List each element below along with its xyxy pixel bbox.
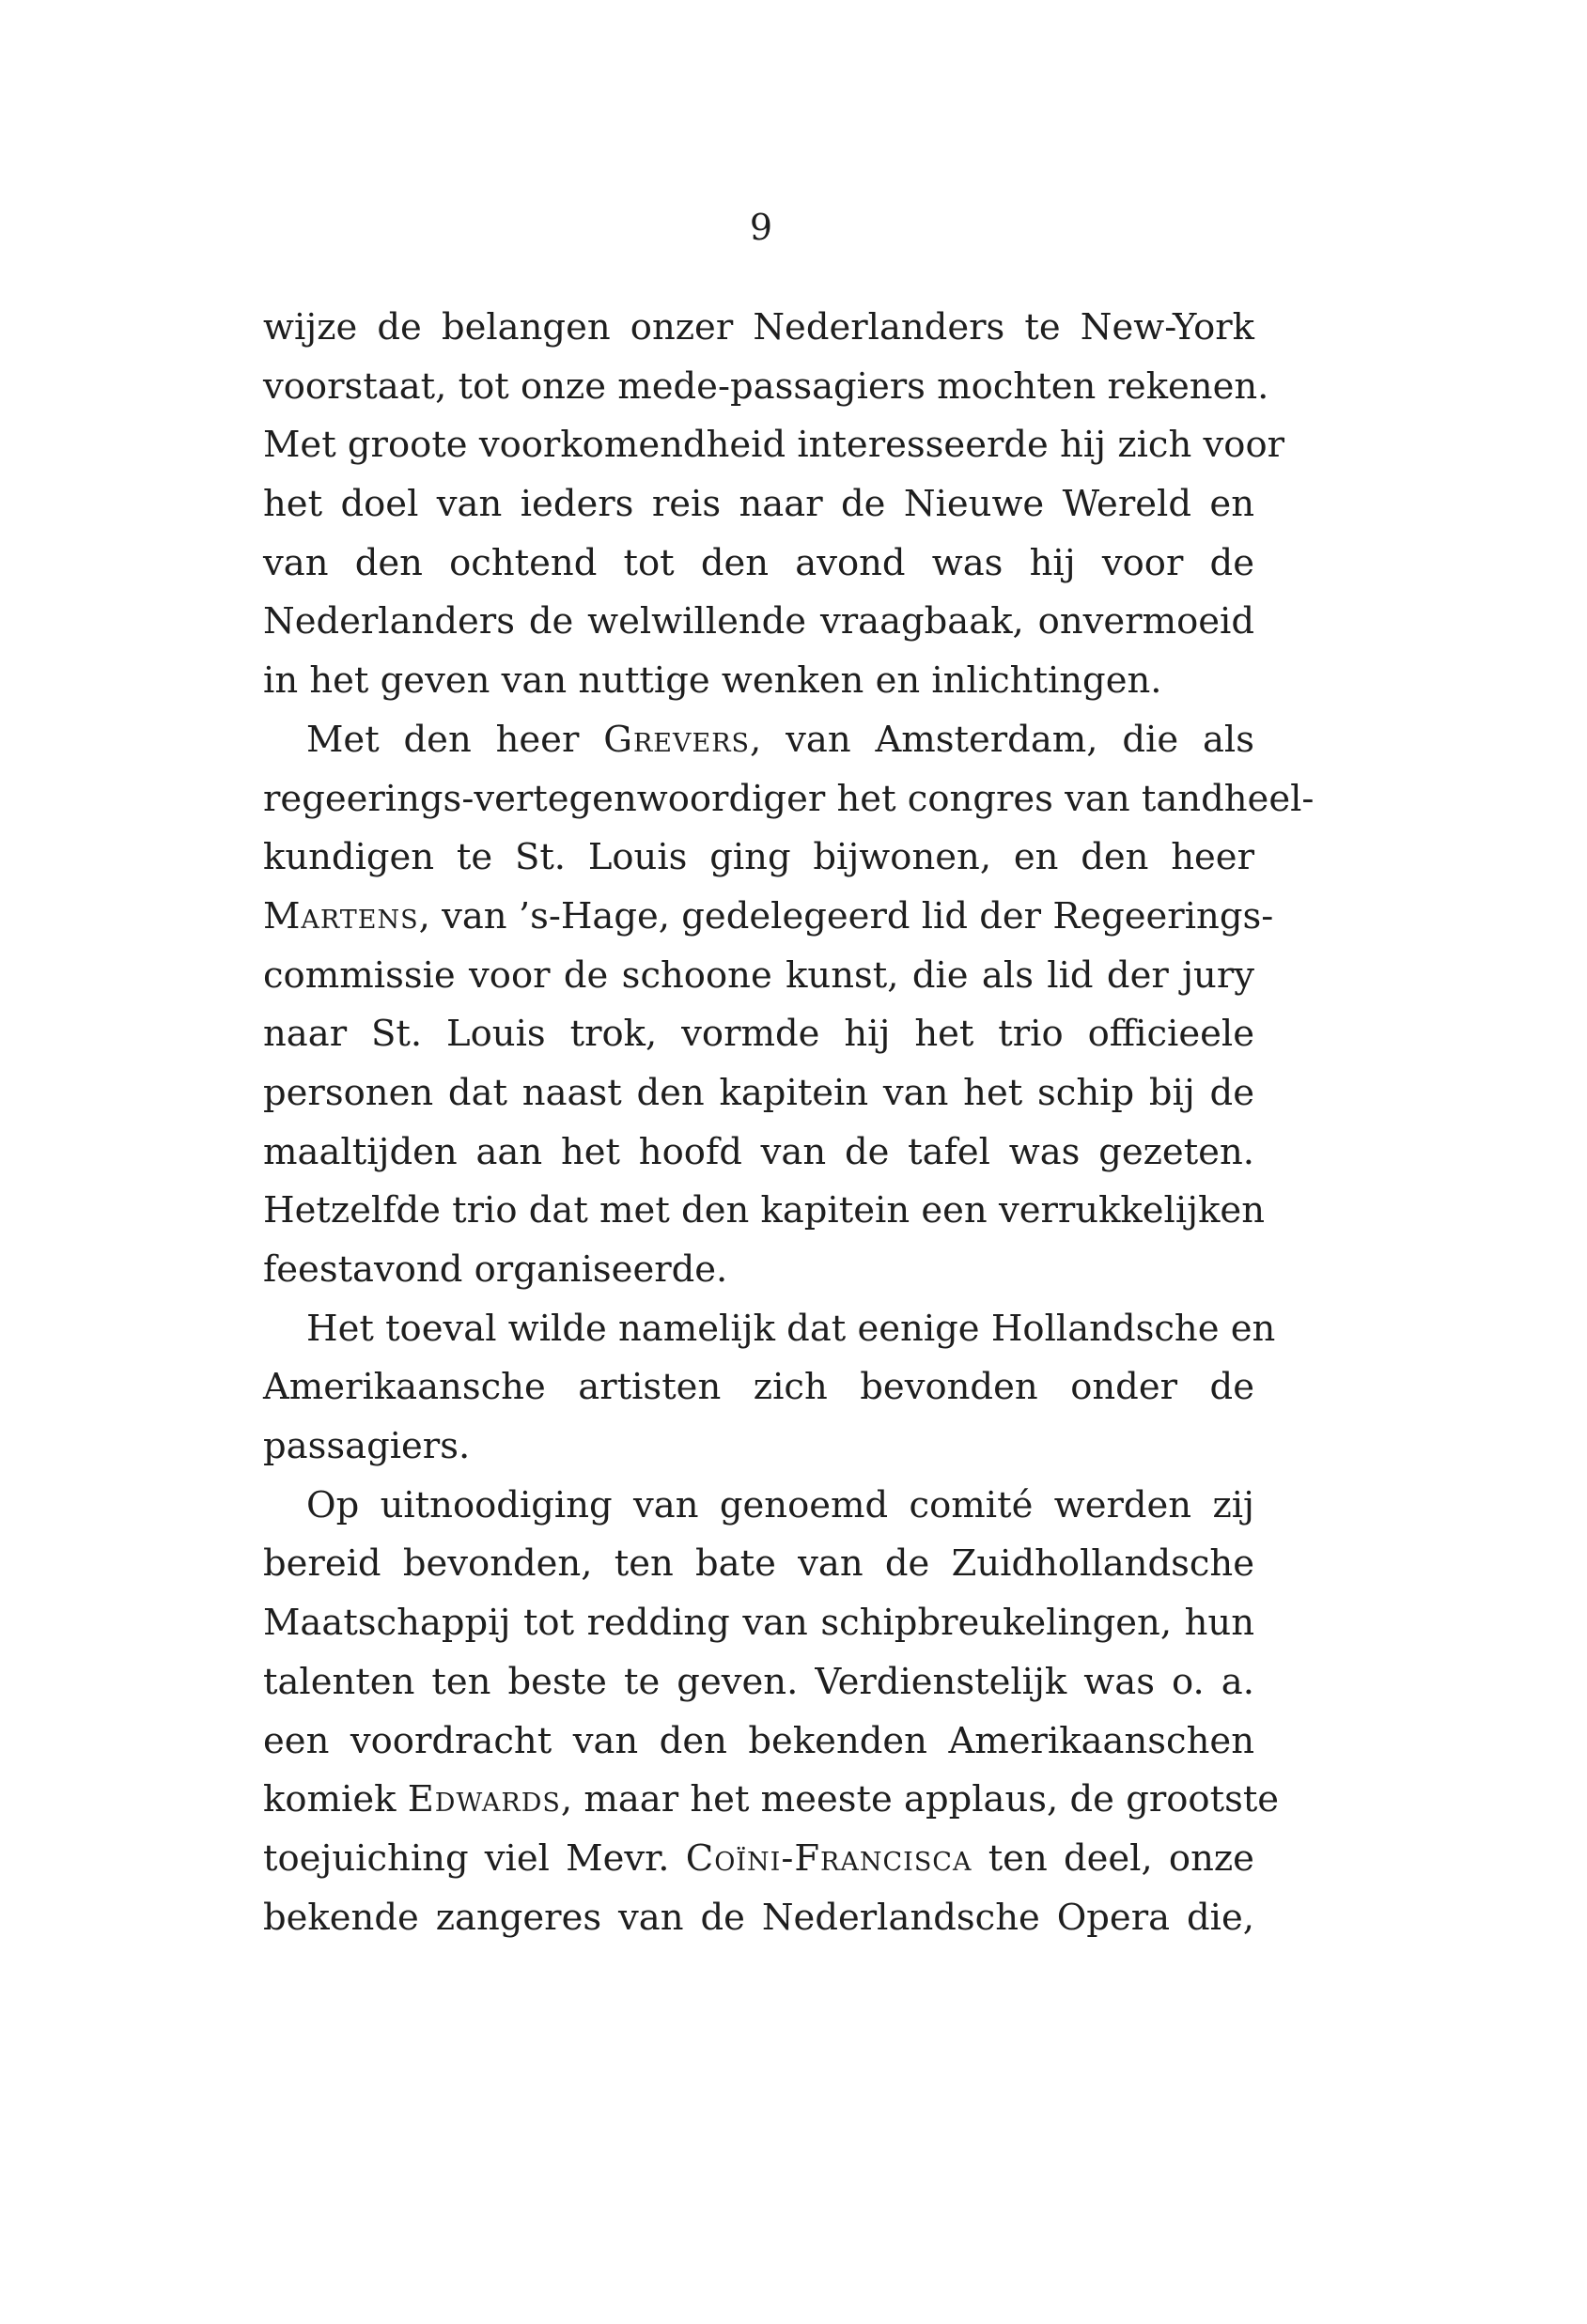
- text-run: , van Amsterdam, die als: [750, 718, 1254, 761]
- paragraph: [263, 711, 1315, 1300]
- text-line: Amerikaansche artisten zich bevonden onder de: [263, 1366, 1254, 1409]
- paragraph: [263, 299, 1285, 711]
- text-run: ten deel, onze: [988, 1836, 1254, 1880]
- text-line: commissie voor de schoone kunst, die als lid der jury: [263, 953, 1254, 997]
- text-line: [263, 711, 1254, 770]
- text-line: talenten ten beste te geven. Verdienstelijk was o. a.: [263, 1660, 1254, 1703]
- text-line: in het geven van nuttige wenken en inlichtingen.: [263, 659, 1162, 703]
- text-line: het doel van ieders reis naar de Nieuwe Wereld en: [263, 483, 1254, 526]
- text-line: personen dat naast den kapitein van het schip bij de: [263, 1071, 1254, 1114]
- text-line: [263, 1830, 1254, 1889]
- text-line: regeerings-vertegenwoordiger het congres van tandheel-: [263, 777, 1315, 820]
- person-name: Coïni-Francisca: [685, 1836, 972, 1880]
- text-line: voorstaat, tot onze mede-passagiers mochten rekenen.: [263, 364, 1269, 408]
- text-run: , maar het meeste applaus, de grootste: [560, 1778, 1280, 1821]
- person-name: Edwards: [407, 1778, 561, 1821]
- text-line: bekende zangeres van de Nederlandsche Opera die,: [263, 1896, 1254, 1939]
- text-line: kundigen te St. Louis ging bijwonen, en den heer: [263, 836, 1254, 879]
- text-line: passagiers.: [263, 1425, 471, 1468]
- body-text: [263, 299, 1315, 1947]
- text-line: Hetzelfde trio dat met den kapitein een verrukkelijken: [263, 1189, 1266, 1232]
- text-line: bereid bevonden, ten bate van de Zuidhollandsche: [263, 1542, 1254, 1586]
- text-line: maaltijden aan het hoofd van de tafel was gezeten.: [263, 1130, 1254, 1173]
- text-line: [263, 888, 1274, 947]
- text-run: Met den heer: [306, 718, 580, 761]
- text-line: naar St. Louis trok, vormde hij het trio officieele: [263, 1013, 1254, 1056]
- text-run: komiek: [263, 1778, 397, 1821]
- text-line: Met groote voorkomendheid interesseerde hij zich voor: [263, 424, 1285, 467]
- text-line: [263, 1771, 1280, 1830]
- text-line: Op uitnoodiging van genoemd comité werden zij: [306, 1483, 1254, 1526]
- person-name: Martens: [263, 894, 419, 937]
- text-line: Nederlanders de welwillende vraagbaak, onvermoeid: [263, 600, 1254, 643]
- text-line: Maatschappij tot redding van schipbreukelingen, hun: [263, 1602, 1254, 1645]
- paragraph: [263, 1477, 1280, 1948]
- paragraph: [263, 1300, 1276, 1477]
- text-line: een voordracht van den bekenden Amerikaanschen: [263, 1719, 1254, 1762]
- text-line: Het toeval wilde namelijk dat eenige Hollandsche en: [306, 1307, 1276, 1350]
- text-line: wijze de belangen onzer Nederlanders te New-York: [263, 306, 1254, 349]
- page-number: 9: [749, 207, 773, 248]
- text-run: , van ’s-Hage, gedelegeerd lid der Regeerings-: [418, 894, 1274, 937]
- text-run: toejuiching viel Mevr.: [263, 1836, 670, 1880]
- text-line: feestavond organiseerde.: [263, 1248, 728, 1291]
- person-name: Grevers: [603, 718, 751, 761]
- text-line: van den ochtend tot den avond was hij voor de: [263, 541, 1254, 584]
